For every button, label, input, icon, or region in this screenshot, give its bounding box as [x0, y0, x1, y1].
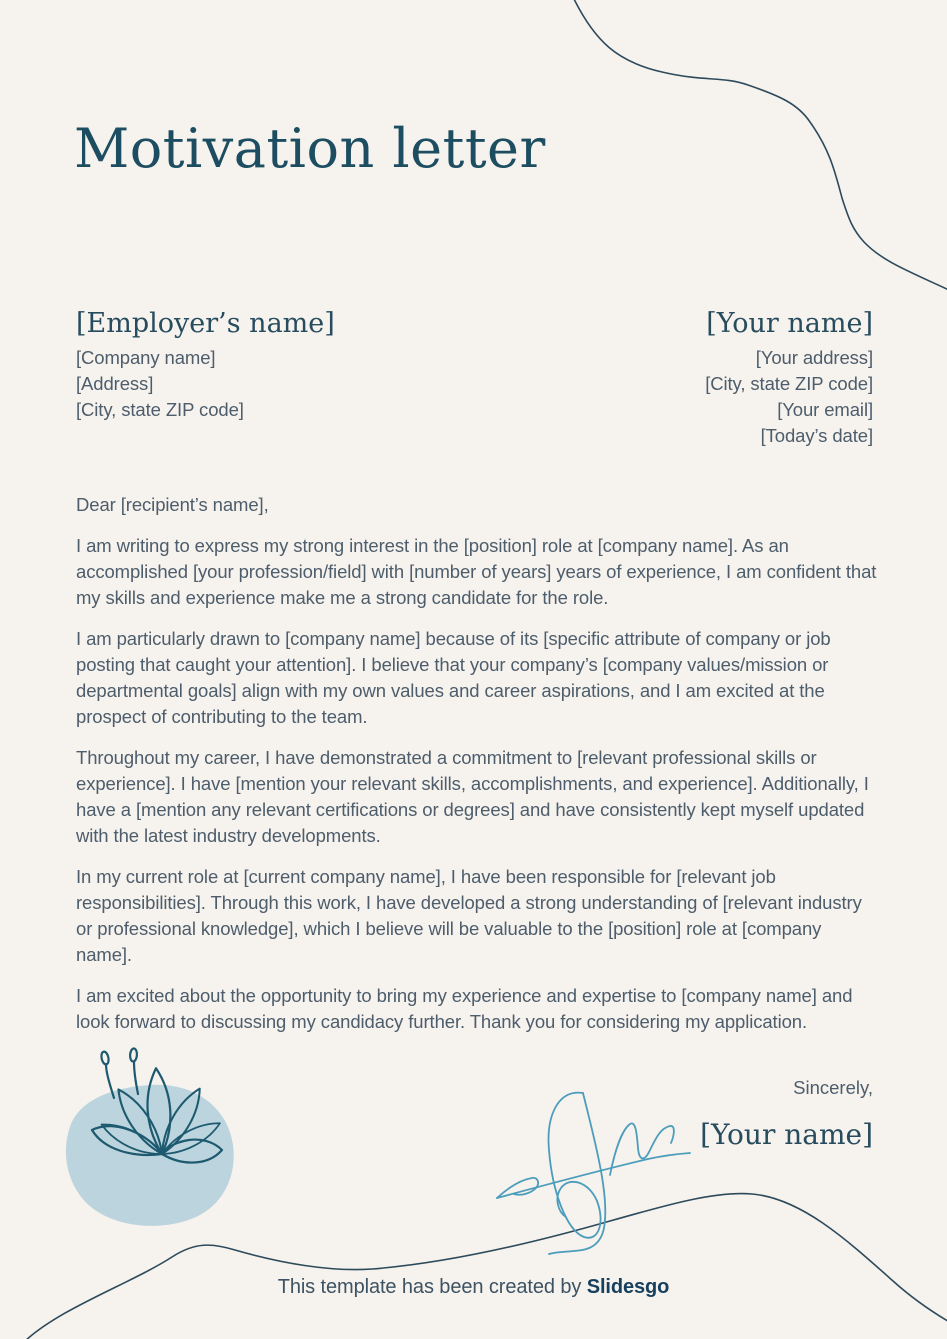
recipient-city-zip: [City, state ZIP code]	[76, 399, 244, 421]
valediction: Sincerely,	[793, 1077, 873, 1098]
signature-name: [Your name]	[700, 1118, 873, 1151]
sender-email: [Your email]	[777, 399, 873, 421]
lotus-flower-illustration	[92, 1048, 224, 1162]
recipient-address-block	[76, 308, 335, 423]
salutation: Dear [recipient’s name],	[76, 494, 269, 515]
sender-city-zip: [City, state ZIP code]	[705, 373, 873, 395]
paragraph-intro: I am writing to express my strong interest in the [position] role at [company name]. As an accomplished [your profession/field] with [number of years] years of experience, I am confident that my skills and experience make me a strong candidate for the role.	[76, 535, 877, 608]
paragraph-closing: I am excited about the opportunity to bring my experience and expertise to [company name] and look forward to discussing my candidacy further. Thank you for considering my application.	[76, 985, 853, 1032]
recipient-company: [Company name]	[76, 347, 216, 369]
sender-address-block	[705, 308, 873, 449]
sender-address: [Your address]	[755, 347, 873, 369]
blue-blob-shape	[66, 1085, 234, 1226]
paragraph-current-role: In my current role at [current company name], I have been responsible for [relevant job responsibilities]. Through this work, I have developed a strong understanding of [relevant industry or professional knowledge], which I believe will be valuable to the [position] role at [company name].	[76, 866, 862, 965]
recipient-name: [Employer’s name]	[76, 308, 335, 339]
footer-brand: Slidesgo	[586, 1276, 670, 1298]
letter-body	[76, 492, 878, 1050]
sender-name: [Your name]	[706, 308, 873, 339]
top-right-wave-line	[573, 0, 947, 290]
footer-credit	[0, 1276, 947, 1299]
page-title: Motivation letter	[74, 117, 546, 180]
sender-date: [Today’s date]	[760, 425, 873, 447]
paragraph-company-interest: I am particularly drawn to [company name] because of its [specific attribute of company or job posting that caught your attention]. I believe that your company’s [company values/mission or departmental goals] align with my own values and career aspirations, and I am excited at the prospect of contributing to the team.	[76, 628, 831, 727]
bottom-wave-line	[24, 1194, 947, 1339]
footer-credit-text: This template has been created by	[277, 1276, 582, 1298]
recipient-address: [Address]	[76, 373, 154, 395]
paragraph-career: Throughout my career, I have demonstrated a commitment to [relevant professional skills or experience]. I have [mention your relevant skills, accomplishments, and experience]. Additionally, I have a [mention any relevant certifications or degrees] and have consistently kept myself updated with the latest industry developments.	[76, 747, 869, 846]
address-row	[76, 308, 873, 449]
closing-block	[700, 1076, 873, 1151]
signature-scribble	[497, 1093, 690, 1254]
